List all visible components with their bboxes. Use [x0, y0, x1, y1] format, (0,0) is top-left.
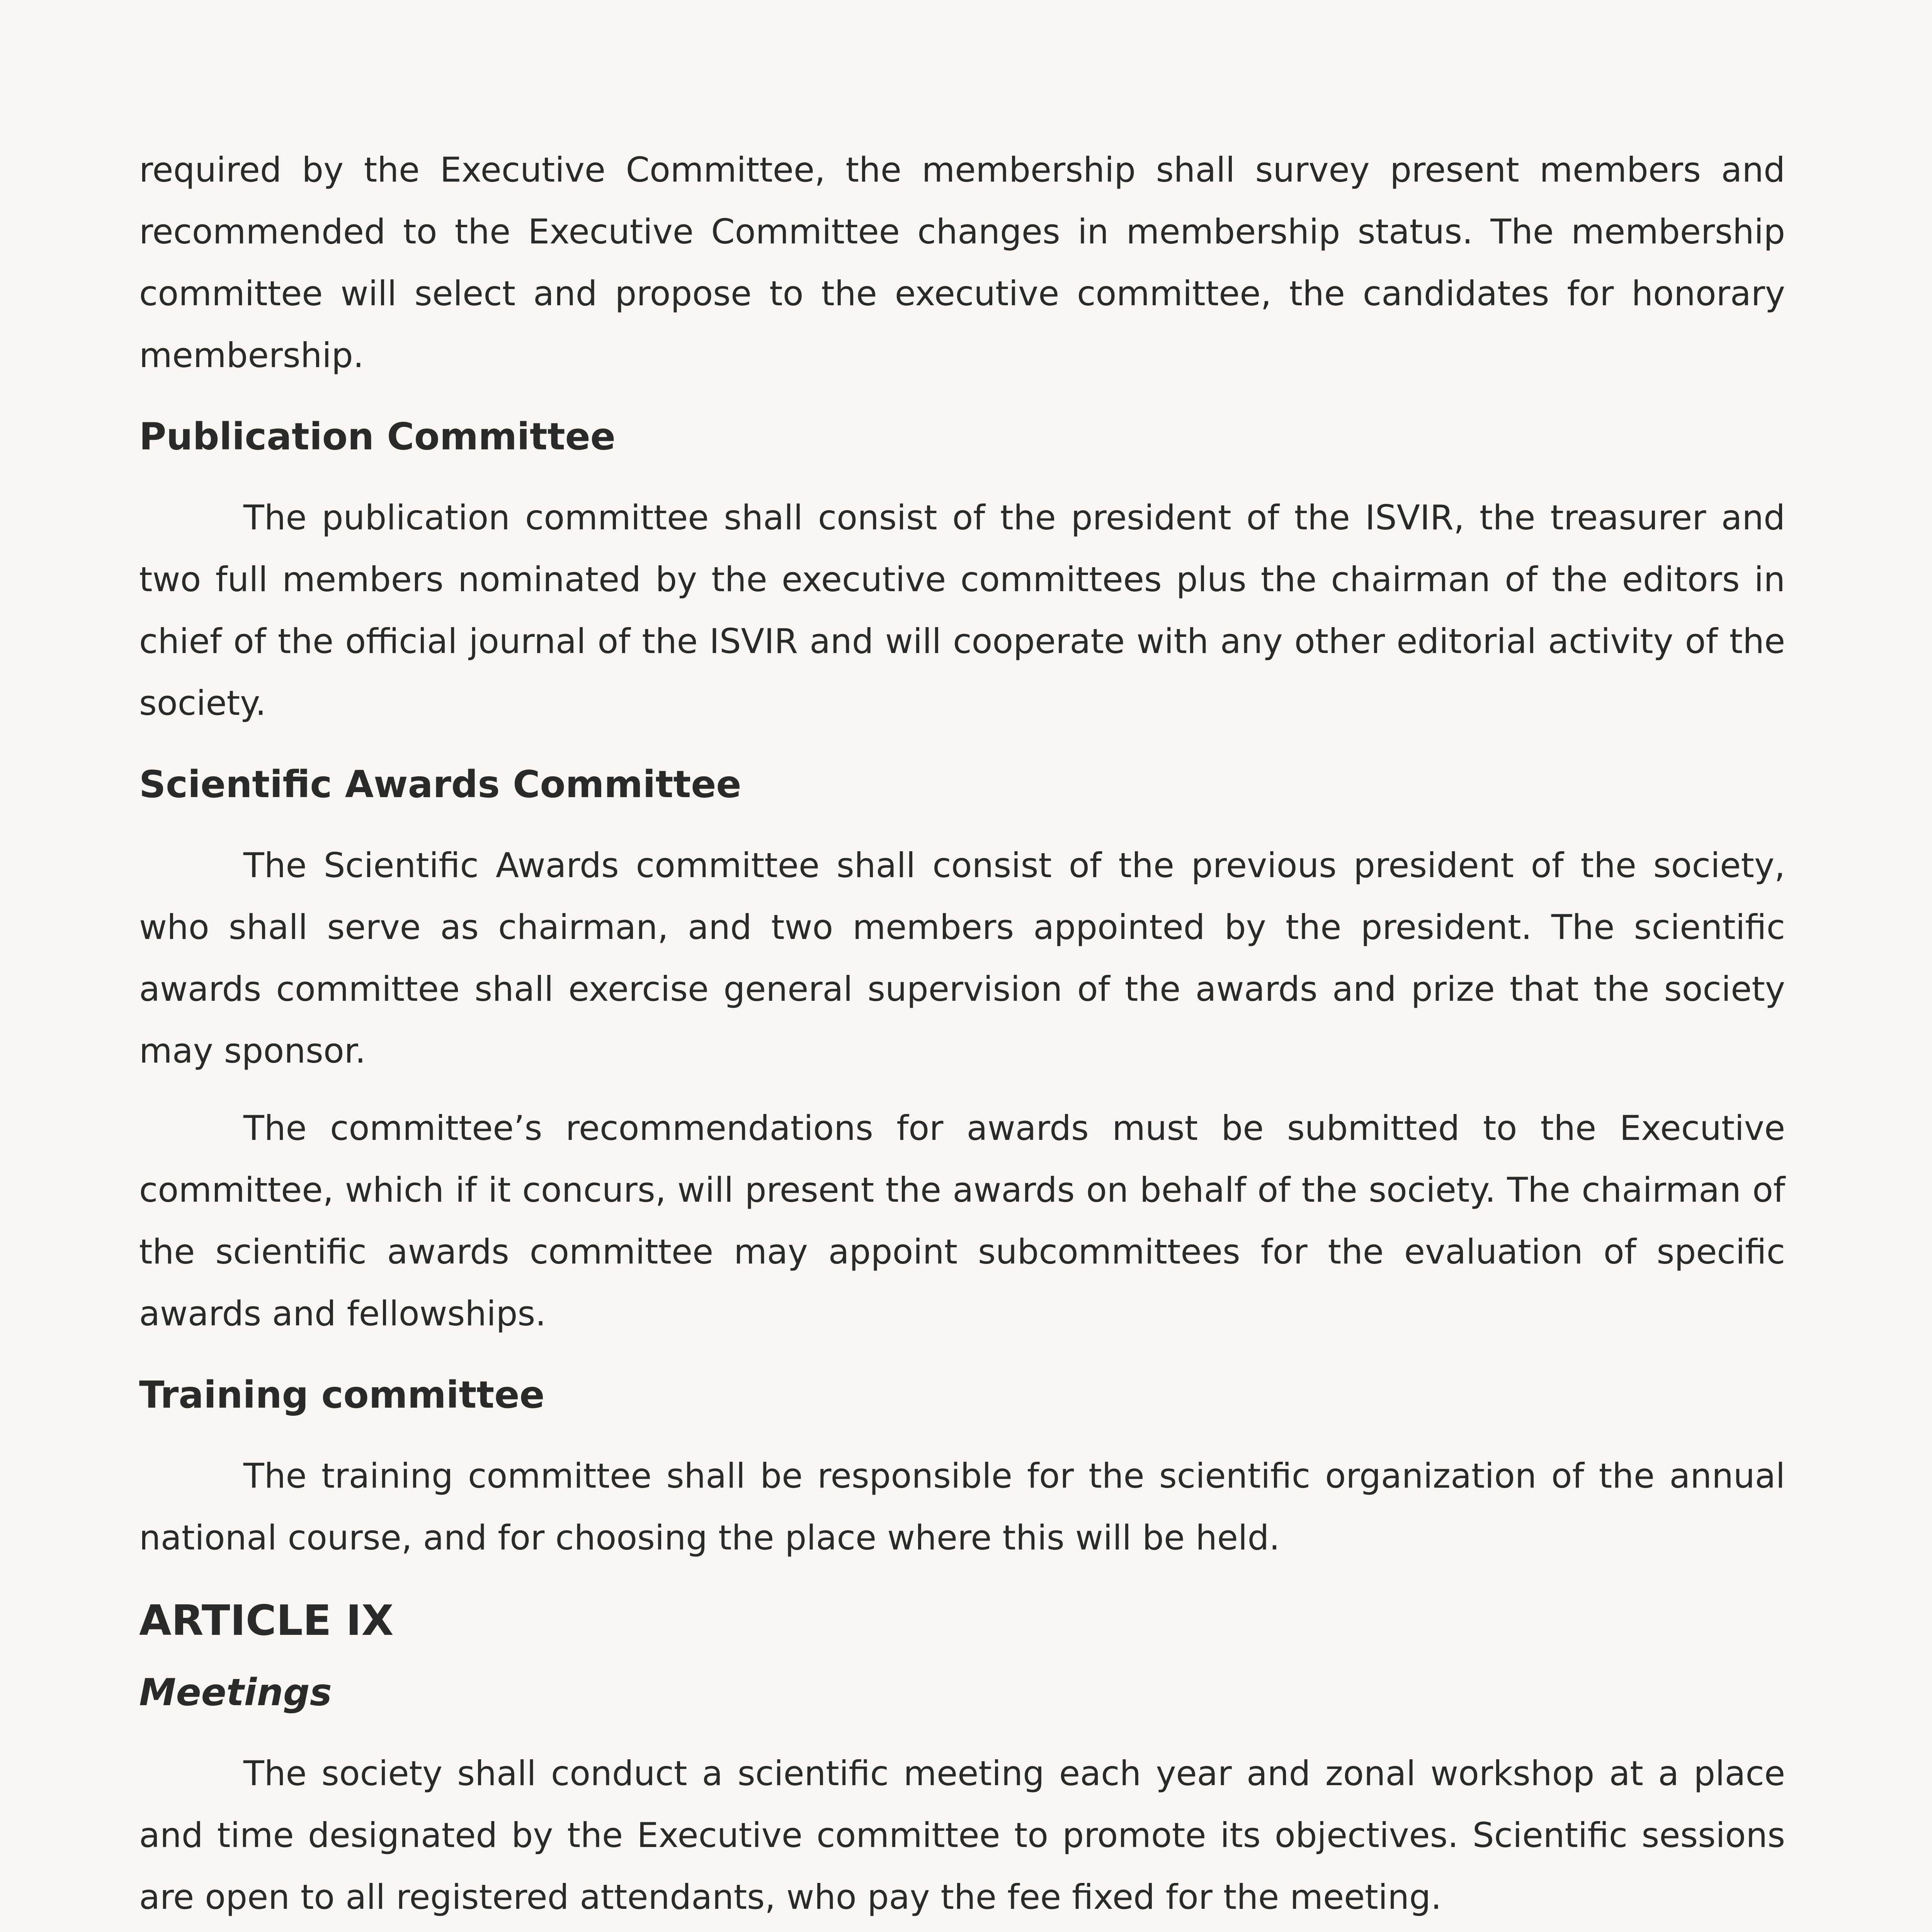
- scientific-awards-paragraph-1: The Scientific Awards committee shall consist of the previous president of the society, who shall serve as chairman, and two members appointed by the president. The scientific awards committee shall exercise general supervision of the awards and prize that the society may sponsor.: [139, 845, 1785, 1071]
- article-ix-heading: ARTICLE IX: [139, 1597, 394, 1645]
- scientific-awards-paragraph-2: The committee’s recommendations for awards must be submitted to the Executive committee, which if it concurs, will present the awards on behalf of the society. The chairman of the scientific awards committee may appoint subcommittees for the evaluation of specific awards and fellowships.: [139, 1108, 1785, 1333]
- membership-paragraph: required by the Executive Committee, the membership shall survey present members and recommended to the Executive Committee changes in membership status. The membership committee will select and propose to the executive committee, the candidates for honorary membership.: [139, 150, 1785, 375]
- publication-committee-heading: Publication Committee: [139, 415, 616, 458]
- scientific-awards-heading: Scientific Awards Committee: [139, 763, 742, 806]
- meetings-paragraph: The society shall conduct a scientific meeting each year and zonal workshop at a place and time designated by the Executive committee to promote its objectives. Scientific sessions are open to all registered attendants, who pay the fee fixed for the meeting.: [139, 1753, 1785, 1917]
- publication-committee-paragraph: The publication committee shall consist of the president of the ISVIR, the treasurer and two full members nominated by the executive committees plus the chairman of the editors in chief of the official journal of the ISVIR and will cooperate with any other editorial activity of the society.: [139, 498, 1785, 723]
- meetings-heading: Meetings: [139, 1671, 332, 1714]
- training-committee-paragraph: The training committee shall be responsible for the scientific organization of the annual national course, and for choosing the place where this will be held.: [139, 1456, 1785, 1558]
- page-content: [139, 139, 1785, 1932]
- training-committee-heading: Training committee: [139, 1373, 545, 1417]
